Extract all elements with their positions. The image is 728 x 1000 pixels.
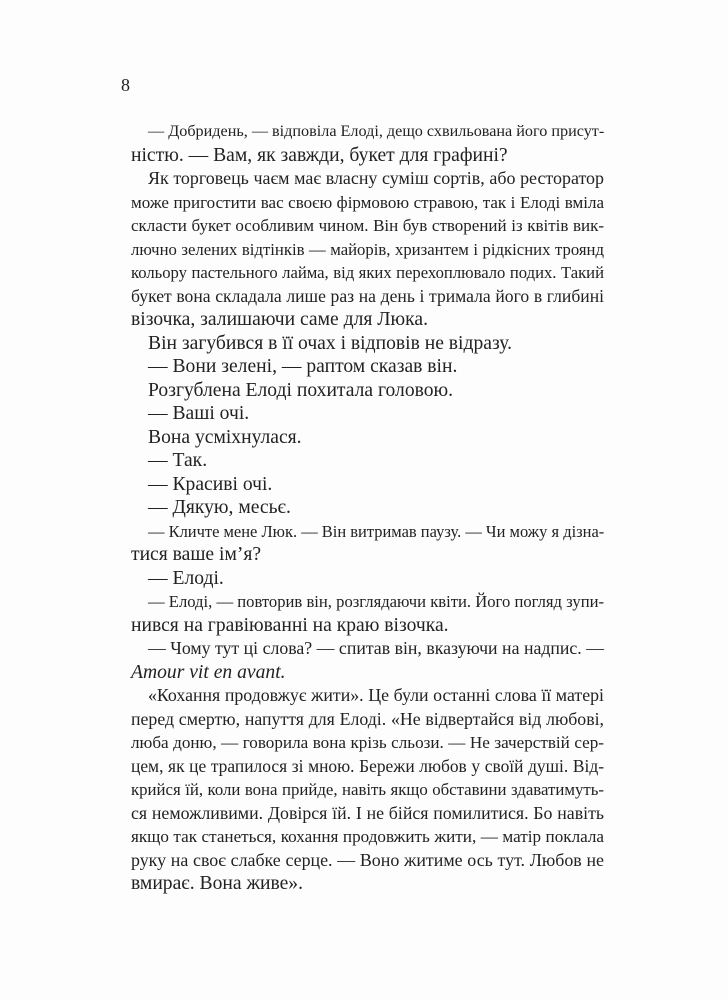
- text-line: вмирає. Вона живе».: [131, 873, 304, 894]
- text-line: кольору пастельного лайма, від яких перехоплювало подих. Такий: [131, 263, 604, 282]
- text-line: Він загубився в її очах і відповів не відразу.: [148, 332, 513, 354]
- text-line: — Дякую, месьє.: [148, 497, 291, 518]
- text-line: Amour vit en avant.: [131, 661, 286, 683]
- text-line: — Кличте мене Люк. — Він витримав паузу. — Чи можу я дізна-: [148, 521, 605, 541]
- text-line: може пригостити вас своєю фірмовою стравою, так і Елоді вміла: [131, 192, 604, 212]
- text-line: — Чому тут ці слова? — спитав він, вказуючи на надпис. —: [148, 638, 604, 658]
- text-line: перед смертю, напуття для Елоді. «Не відвертайся від любові,: [131, 708, 604, 729]
- text-line: руку на своє слабке серце. — Воно житиме ось тут. Любов не: [131, 849, 604, 870]
- text-line: — Ваші очі.: [148, 403, 250, 424]
- text-line: візочка, залишаючи саме для Люка.: [131, 309, 428, 330]
- text-line: «Кохання продовжує жити». Це були останні слова її матері: [148, 685, 604, 705]
- text-line: ністю. — Вам, як завжди, букет для графині?: [131, 144, 508, 166]
- text-line: ся неможливими. Довірся їй. І не бійся помилитися. Бо навіть: [131, 802, 604, 823]
- text-line: Вона усміхнулася.: [148, 426, 302, 448]
- text-line: люба доню, — говорила вона крізь сльози. — Не зачерствій сер-: [131, 733, 604, 752]
- text-line: — Вони зелені, — раптом сказав він.: [148, 356, 458, 377]
- text-line: — Елоді, — повторив він, розглядаючи квіти. Його погляд зупи-: [148, 592, 604, 611]
- text-line: Розгублена Елоді похитала головою.: [148, 379, 454, 401]
- page-number: 8: [121, 75, 130, 95]
- text-line: крийся їй, коли вона прийде, навіть якщо обставини здаватимуть-: [131, 780, 604, 799]
- text-line: скласти букет особливим чином. Він був створений із квітів вик-: [131, 216, 604, 235]
- text-line: — Добридень, — відповіла Елоді, дещо схвильована його присут-: [148, 123, 605, 140]
- text-line: тися ваше ім’я?: [131, 544, 262, 565]
- text-line: — Красиві очі.: [148, 473, 273, 495]
- text-line: цем, як це трапилося зі мною. Бережи любов у своїй душі. Від-: [131, 755, 604, 776]
- text-line: Як торговець чаєм має власну суміш сортів, або ресторатор: [148, 168, 604, 188]
- text-line: букет вона складала лише раз на день і тримала його в глибині: [131, 285, 604, 306]
- text-line: якщо так станеться, кохання продовжить жити, — матір поклала: [131, 827, 604, 846]
- text-line: — Елоді.: [148, 567, 224, 589]
- body-text: [131, 120, 604, 896]
- text-line: лючно зелених відтінків — майорів, хризантем і рідкісних троянд: [131, 239, 604, 259]
- text-line: нився на гравіюванні на краю візочка.: [131, 614, 449, 636]
- text-line: — Так.: [148, 450, 208, 471]
